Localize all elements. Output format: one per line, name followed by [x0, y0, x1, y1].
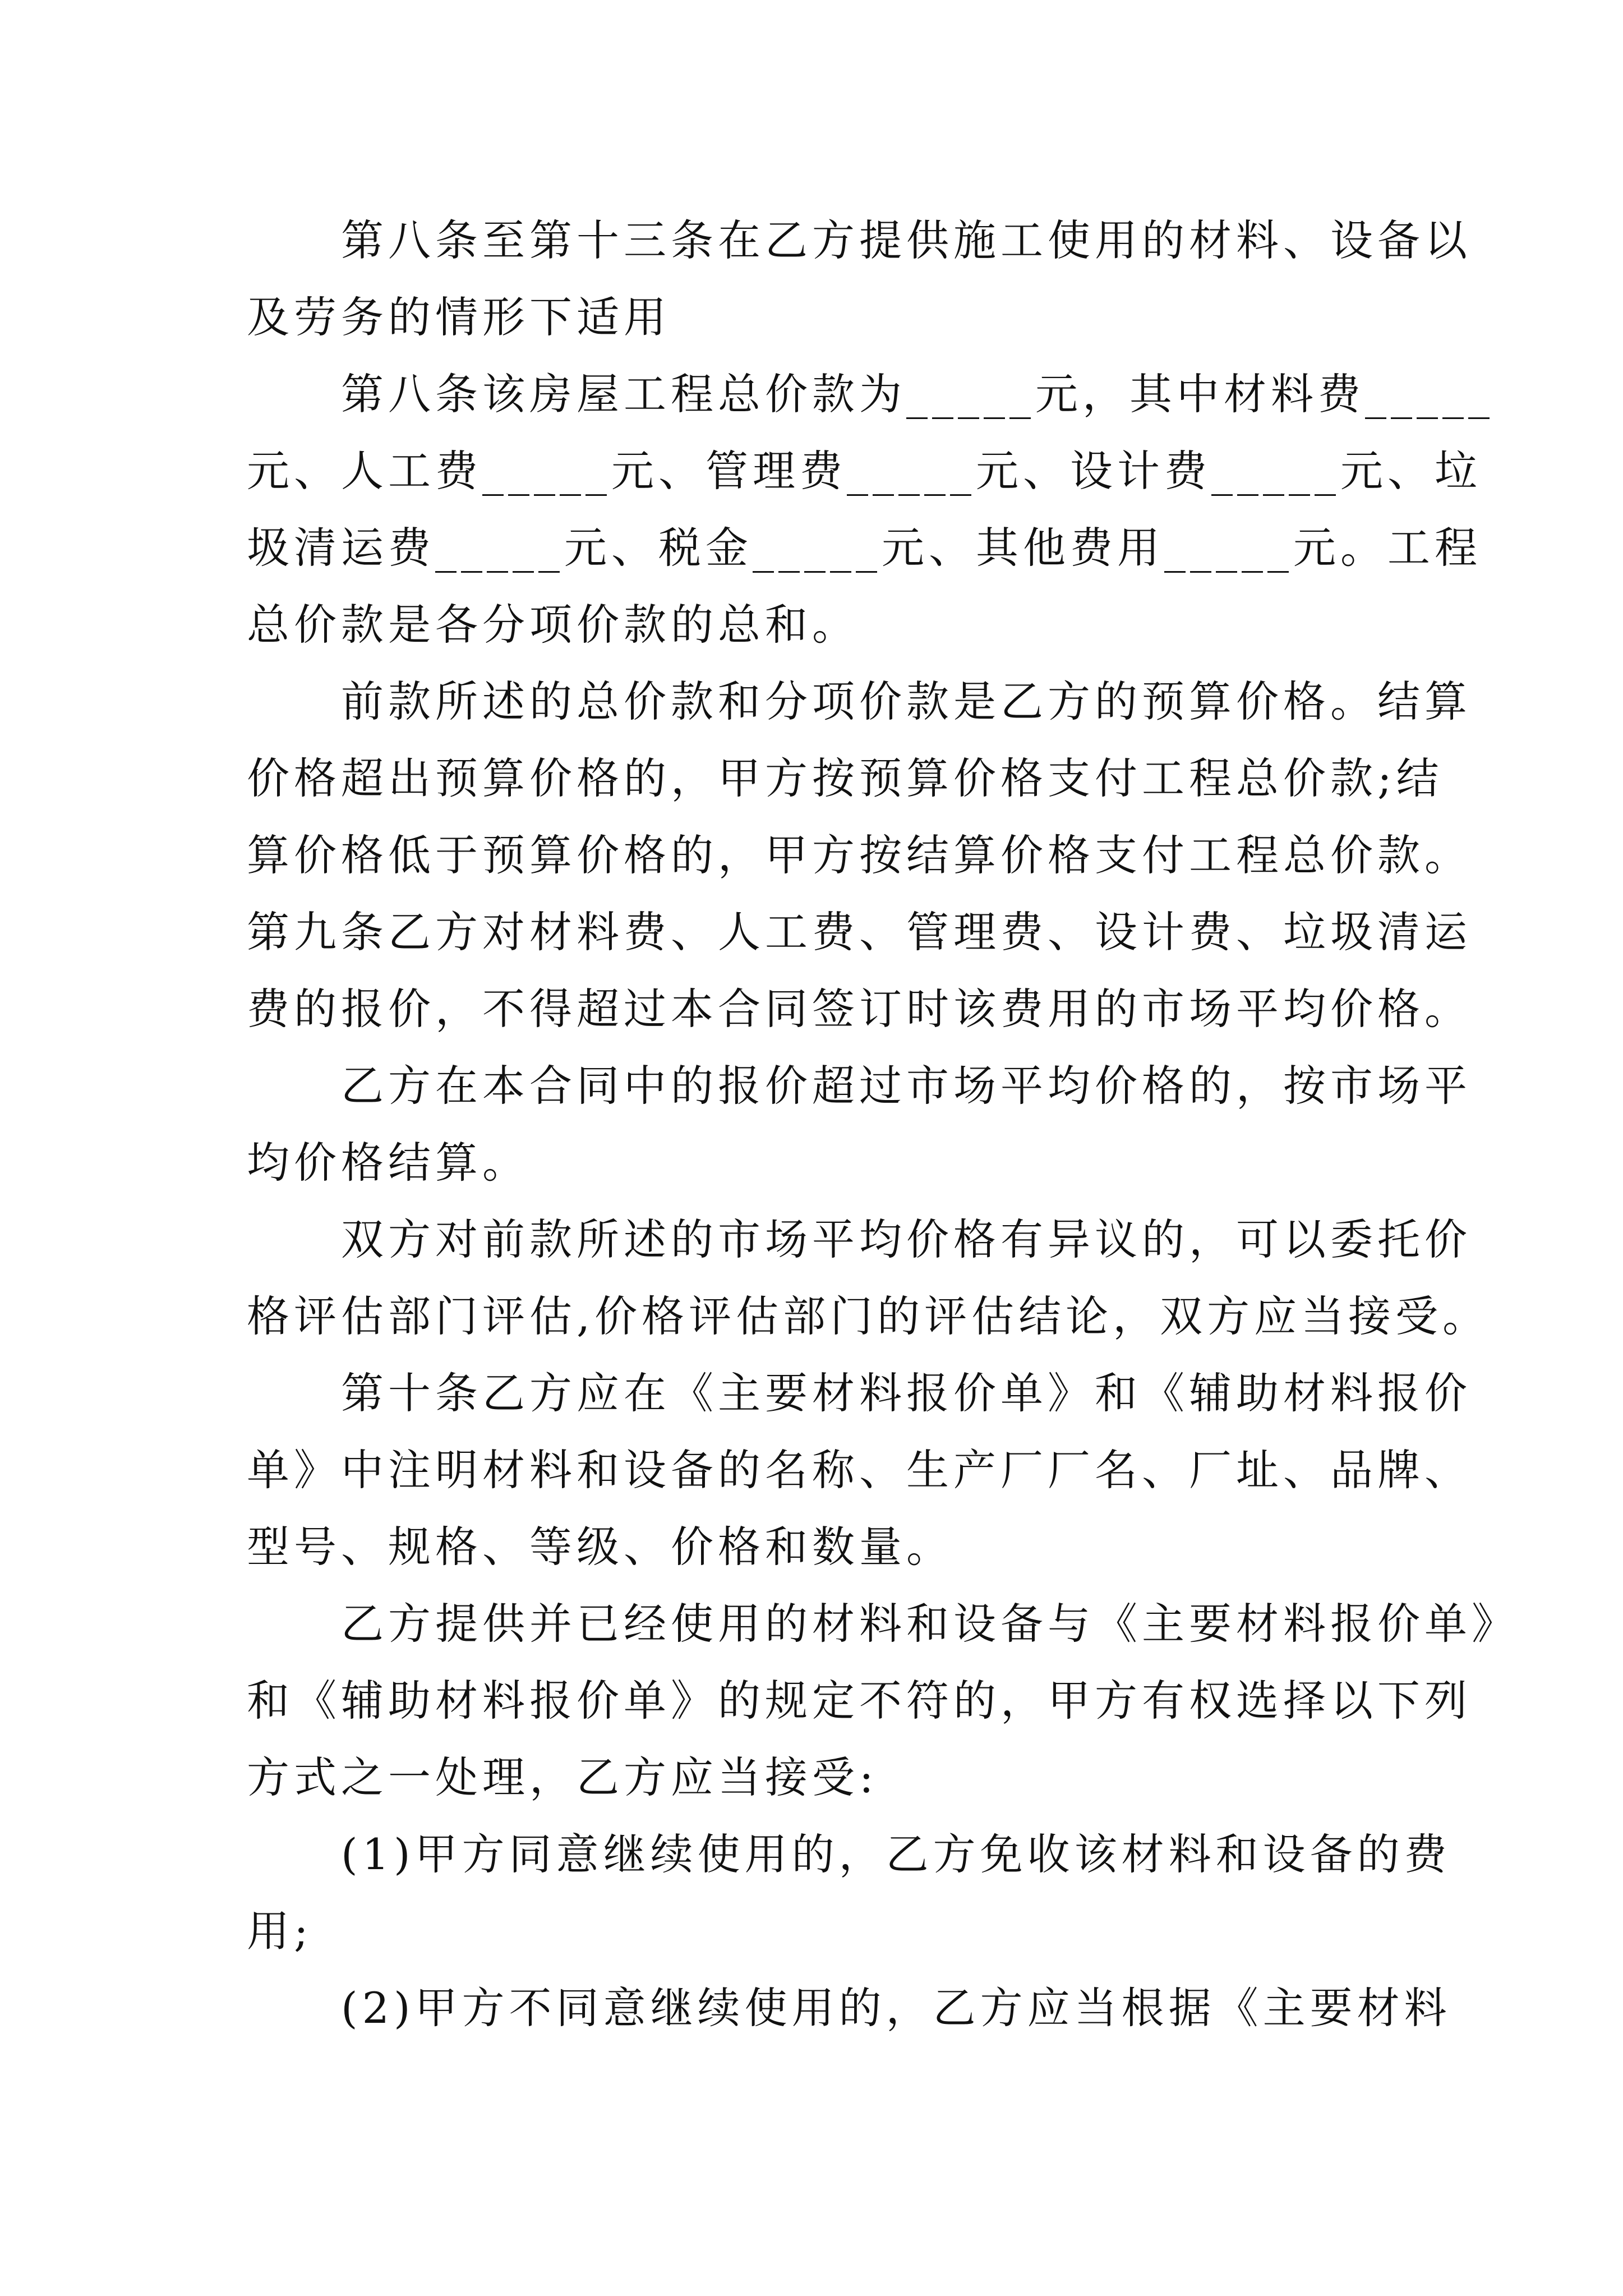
- text-line: 元、人工费_____元、管理费_____元、设计费_____元、垃: [247, 446, 1482, 496]
- text-line: 和《辅助材料报价单》的规定不符的，甲方有权选择以下列: [247, 1676, 1472, 1726]
- text-line: 型号、规格、等级、价格和数量。: [247, 1522, 953, 1572]
- text-line: 前款所述的总价款和分项价款是乙方的预算价格。结算: [247, 677, 1472, 726]
- text-line: 第八条该房屋工程总价款为_____元，其中材料费_____: [247, 369, 1494, 419]
- text-line: 格评估部门评估,价格评估部门的评估结论，双方应当接受。: [247, 1291, 1490, 1341]
- text-line: (1)甲方同意继续使用的，乙方免收该材料和设备的费: [247, 1829, 1451, 1879]
- contract-text-body: [247, 202, 1519, 2046]
- text-line: 费的报价，不得超过本合同签订时该费用的市场平均价格。: [247, 984, 1472, 1034]
- text-line: 算价格低于预算价格的，甲方按结算价格支付工程总价款。: [247, 830, 1472, 880]
- text-line: 第九条乙方对材料费、人工费、管理费、设计费、垃圾清运: [247, 907, 1472, 957]
- text-line: 价格超出预算价格的，甲方按预算价格支付工程总价款;结: [247, 753, 1444, 803]
- text-line: 第八条至第十三条在乙方提供施工使用的材料、设备以: [247, 215, 1472, 265]
- text-line: 第十条乙方应在《主要材料报价单》和《辅助材料报价: [247, 1368, 1472, 1418]
- text-line: 乙方在本合同中的报价超过市场平均价格的，按市场平: [247, 1061, 1472, 1111]
- text-line: 乙方提供并已经使用的材料和设备与《主要材料报价单》: [247, 1599, 1519, 1649]
- text-line: 均价格结算。: [247, 1138, 529, 1188]
- text-line: (2)甲方不同意继续使用的，乙方应当根据《主要材料: [247, 1983, 1451, 2033]
- text-line: 单》中注明材料和设备的名称、生产厂厂名、厂址、品牌、: [247, 1445, 1472, 1495]
- text-line: 用;: [247, 1906, 313, 1956]
- text-line: 总价款是各分项价款的总和。: [247, 600, 859, 650]
- text-line: 及劳务的情形下适用: [247, 292, 671, 342]
- text-line: 圾清运费_____元、税金_____元、其他费用_____元。工程: [247, 523, 1482, 573]
- text-line: 方式之一处理，乙方应当接受:: [247, 1752, 878, 1802]
- text-line: 双方对前款所述的市场平均价格有异议的，可以委托价: [247, 1214, 1472, 1264]
